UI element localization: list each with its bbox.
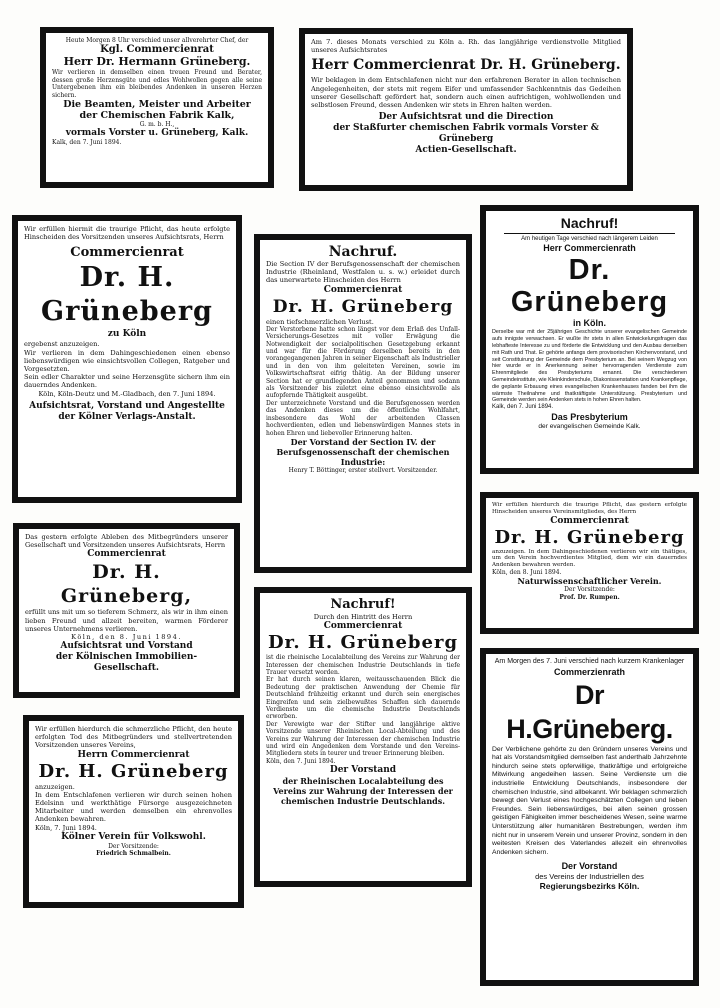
notice-signature: Der Vorsitzende:	[108, 842, 159, 850]
notice-body: Wir beklagen in dem Entschlafenen nicht nur den erfahrenen Berater in allen technischen Angelegenheiten, der stets mit regem Eifer und umfassender Sachkenntnis das Gedeihen unserer Gesellschaft gefördert hat, sondern auch einen aufrichtigen, wohlwollenden und selbstlosen Freund, dessen Andenken wir stets in Ehren halten werden.	[311, 76, 621, 110]
notice-signature: G. m. b. H.,	[139, 121, 175, 129]
notice-place: zu Köln	[107, 329, 147, 340]
notice-name: Dr. H. Grüneberg	[267, 632, 459, 654]
notice-title: Herrn Commercienrat	[77, 749, 190, 760]
notice-intro: Heute Morgen 8 Uhr verschied unser allverehrter Chef, der	[65, 37, 249, 44]
notice-body: erfüllt uns mit um so tieferem Schmerz, als wir in ihm einen lieben Freund und allzeit bereiten, warmen Förderer unseres Unternehmens verlieren.	[25, 608, 228, 633]
obituary-notice-rheinische-localabteilung	[254, 587, 472, 887]
notice-name: Herr Dr. Hermann Grüneberg.	[63, 55, 251, 69]
notice-body: Der Verblichene gehörte zu den Gründern unseres Vereins und hat als Vorstandsmitglied demselben fast anderthalb Jahrzehnte hindurch seine stets opferwillige, thatkräftige und erfolgreiche Mitwirkung angedeihen lassen. Seine Verdienste um die industrielle Entwicklung Deutschlands, insbesondere der chemischen Industrie, sind allbekannt. Wir beklagen schmerzlich bewegt den Verlust eines hochgeschätzten Collegen und lieben Freundes. Sein liebenswürdiges, bei allen seinen grossen geistigen Fähigkeiten immer bescheidenes Wesen, seine warme Unterstützung aller humanitären Bestrebungen, werden ihm nicht nur in unserem Verein und unserer Provinz, sondern in den weitesten Kreisen des Vaterlandes allezeit ein ehrenvolles Andenken sichern.	[492, 745, 687, 856]
notice-body: Der Verstorbene hatte schon längst vor dem Erlaß des Unfall-Versicherungs-Gesetzes mit voller Erwägung die Notwendigkeit der socialpolitischen Gesetzgebung erkannt und war für die Förderung derselben bereits in den vorangegangenen Jahren in seiner Eigenschaft als Industrieller und in den von ihm geleiteten Vereinen, sowie im Volkswirtschaftsrat eifrig thätig. An der Bildung unserer Section hat er grundlegenden Anteil genommen und sodann als Vorsitzender bis zuletzt eine ebenso einsichtsvolle als aufopfernde Thätigkeit ausgeübt.	[266, 325, 460, 400]
notice-heading: Nachruf.	[328, 244, 398, 260]
notice-signature: Das Presbyterium	[551, 411, 628, 422]
notice-signature: der Kölner Verlags-Anstalt.	[58, 411, 196, 422]
notice-signature: Prof. Dr. Rumpen.	[559, 593, 620, 601]
notice-signature: Regierungsbezirks Köln.	[539, 881, 640, 892]
notice-date: Köln, den 7. Juni 1894.	[266, 757, 336, 765]
notice-name: Dr H.Grüneberg.	[506, 679, 673, 744]
notice-heading: Nachruf!	[330, 597, 396, 612]
obituary-notice-koelner-verein-volkswohl	[23, 715, 244, 908]
notice-body: Wir verlieren in dem Dahingeschiedenen einen ebenso liebenswürdigen wie einsichtsvollen Collegen, Ratgeber und Vorgesetzten.	[24, 348, 230, 374]
notice-body: Der Verewigte war der Stifter und langjährige aktive Vorsitzende unserer Rheinischen Local-Abteilung und des Vereins zur Wahrung der Interessen der chemischen Industrie und wird ein Angedenken dem Vorstande und den Vereins-Mitgliedern stets in teurer und treuer Erinnerung bleiben.	[266, 720, 460, 758]
notice-intro: Wir erfüllen hierdurch die schmerzliche Pflicht, den heute erfolgten Tod des Mitbegründers und stellvertretenden Vorsitzenden unseres Vereins,	[35, 725, 232, 750]
notice-date: Köln, Köln-Deutz und M.-Gladbach, den 7. Juni 1894.	[38, 389, 216, 398]
notice-signature: Die Beamten, Meister und Arbeiter	[63, 99, 251, 111]
notice-signature: Kölner Verein für Volkswohl.	[61, 831, 206, 842]
obituary-notice-stassfurter-fabrik	[299, 28, 633, 191]
obituary-notice-koelnische-immobilien	[13, 523, 240, 698]
obituary-notice-verein-der-industriellen	[480, 648, 699, 986]
notice-body: In dem Entschlafenen verlieren wir durch seinen hohen Edelsinn und werkthätige Fürsorge ausgezeichneten Mitarbeiter und werden demselben ein ehrenvolles Andenken bewahren.	[35, 790, 232, 824]
notice-title: Kgl. Commercienrat	[100, 44, 214, 56]
notice-intro: Das gestern erfolgte Ableben des Mitbegründers unserer Gesellschaft und Vorsitzenden unseres Aufsichtsrats, Herrn	[25, 533, 228, 550]
notice-body: Sein edler Charakter und seine Herzensgüte sichern ihm ein dauerndes Andenken.	[24, 373, 230, 390]
divider	[504, 233, 675, 234]
notice-body: Derselbe war mit der 25jährigen Geschichte unserer evangelischen Gemeinde aufs innigste verwachsen. Er wußte ihr stets in allen Entwickelungsfragen das lebhafteste Interesse zu und förderte die Entwicklung und den Ausbau derselben mit Rath und That. Er gehörte anfangs dem provisorischen Kirchenvorstand, und seit Constituirung der Gemeinde dem Presbyterium an. Bei seinem Wegzug von hier wurde er in Anerkennung seiner hervorragenden Verdienste zum Ehrenmitgliede des Presbyteriums ernannt. Die verschiedenen Gemeindeinstitute, wie Kleinkinderschule, Diakonissenstation und Krankenpflege, die geplante Erbauung eines evangelischen Krankenhauses fanden bei ihm die wärmste Theilnahme und thatkräftigste Unterstützung. Presbyterium und Gemeinde werden sein Andenken stets in hohen Ehren halten.	[492, 329, 687, 404]
notice-name: Dr. Grüneberg	[510, 254, 669, 319]
notice-signature: Friedrich Schmalbein.	[96, 850, 171, 858]
notice-signature: Der Aufsichtsrat und die Direction	[378, 112, 554, 123]
obituary-notice-koelner-verlags-anstalt	[12, 215, 242, 503]
notice-name: Dr. H. Grüneberg	[38, 760, 229, 782]
notice-intro: Am Morgen des 7. Juni verschied nach kurzem Krankenlager	[494, 658, 685, 665]
notice-signature: vormals Vorster u. Grüneberg, Kalk.	[65, 128, 249, 139]
notice-signature: des Vereins der Industriellen des	[535, 872, 644, 882]
notice-body: anzuzeigen. In dem Dahingeschiedenen verlieren wir ein thätiges, um den Verein hochverdientes Mitglied, dem wir ein dauerndes Andenken bewahren werden.	[492, 548, 687, 569]
notice-signature: Der Vorsitzende:	[564, 586, 615, 594]
notice-signature: der Chemischen Fabrik Kalk,	[79, 110, 235, 122]
notice-date: Köln, 7. Juni 1894.	[35, 823, 97, 832]
obituary-notice-presbyterium-kalk	[480, 205, 699, 474]
notice-title: Commercienrat	[550, 515, 629, 526]
notice-signature: Henry T. Böttinger, erster stellvert. Vorsitzender.	[288, 466, 438, 474]
notice-body: ergebenst anzuzeigen.	[24, 340, 100, 349]
obituary-notice-naturwissenschaftlicher-verein	[480, 492, 699, 634]
notice-title: Herr Commercienrath	[543, 243, 636, 254]
notice-title: Commercienrat	[70, 245, 184, 261]
notice-signature: Actien-Gesellschaft.	[415, 145, 517, 156]
notice-intro: Durch den Hintritt des Herrn	[313, 613, 413, 621]
notice-body: Der unterzeichnete Vorstand und die Berufsgenossen werden das Andenken dieses um die öffentliche Wohlfahrt, insbesondere das Wohl der arbeitenden Classen hochverdienten, edlen und liebenswürdigen Mannes stets in hohen Ehren und liebevoller Erinnerung halten.	[266, 399, 460, 437]
notice-heading: Nachruf!	[560, 215, 619, 231]
notice-signature: der evangelischen Gemeinde Kalk.	[538, 422, 641, 430]
notice-signature: Naturwissenschaftlicher Verein.	[517, 576, 662, 587]
notice-date: Kalk, den 7. Juni 1894.	[492, 404, 554, 411]
notice-signature: der Kölnischen Immobilien-Gesellschaft.	[55, 652, 198, 674]
notice-body: einen tiefschmerzlichen Verlust.	[266, 317, 374, 326]
notice-name: Dr. H. Grüneberg,	[60, 561, 193, 608]
notice-signature: Der Vorstand	[329, 765, 397, 776]
notice-name: Dr. H. Grüneberg	[41, 262, 213, 328]
notice-intro: Die Section IV der Berufsgenossenschaft der chemischen Industrie (Rheinland, Westfalen u. s. w.) erleidet durch das unerwartete Hinscheiden des Herrn	[266, 260, 460, 285]
notice-body: anzuzeigen.	[35, 782, 75, 791]
notice-body: Er hat durch seinen klaren, weitausschauenden Blick die Bedeutung der praktischen Anwendung der Chemie für Deutschland frühzeitig erkannt und durch sein energisches Eingreifen und sein zielbewußtes Schaffen sich dauernde Verdienste um die chemische Industrie Deutschlands erworben.	[266, 676, 460, 721]
notice-place: in Köln.	[573, 318, 606, 329]
notice-title: Commercienrat	[323, 284, 403, 295]
notice-intro: Wir erfüllen hierdurch die traurige Pflicht, das gestern erfolgte Hinscheiden unseres Vereinsmitgliedes, des Herrn	[492, 502, 687, 515]
obituary-notice-berufsgenossenschaft	[254, 234, 472, 573]
notice-body: ist die rheinische Localabteilung des Vereins zur Wahrung der Interessen der chemischen Industrie Deutschlands in tiefe Trauer versetzt worden.	[266, 654, 460, 677]
notice-signature: der Staßfurter chemischen Fabrik vormals Vorster & Grüneberg	[333, 123, 599, 145]
notice-title: Commercienrat	[87, 549, 166, 560]
notice-signature: Aufsichtsrat und Vorstand	[60, 641, 193, 652]
notice-intro: Am 7. dieses Monats verschied zu Köln a. Rh. das langjährige verdienstvolle Mitglied unseres Aufsichtsrates	[311, 38, 621, 55]
notice-date: Köln, den 8. Juni 1894.	[492, 568, 562, 576]
notice-title: Commercienrat	[323, 621, 403, 632]
notice-intro: Am heutigen Tage verschied nach längerem Leiden	[521, 236, 658, 242]
notice-date: Köln, den 8. Juni 1894.	[71, 633, 182, 642]
notice-intro: Wir erfüllen hiermit die traurige Pflicht, das heute erfolgte Hinscheiden des Vorsitzenden unseres Aufsichtsrats, Herrn	[24, 225, 230, 242]
notice-name: Dr. H. Grüneberg	[494, 526, 685, 548]
notice-name: Herr Commercienrat Dr. H. Grüneberg.	[311, 57, 621, 74]
notice-signature: Der Vorstand der Section IV. der Berufsgenossenschaft der chemischen Industrie:	[276, 436, 450, 467]
notice-signature: der Rheinischen Localabteilung des Vereins zur Wahrung der Interessen der chemischen Industrie Deutschlands.	[273, 776, 453, 807]
notice-name: Dr. H. Grüneberg	[272, 296, 454, 317]
notice-signature: Aufsichtsrat, Vorstand und Angestellte	[29, 400, 225, 411]
obituary-notice-chemische-fabrik-kalk	[40, 27, 274, 188]
notice-body: Wir verlieren in demselben einen treuen Freund und Berater, dessen große Herzensgüte und edles Wohlwollen gegen alle seine Untergebenen ihm ein bleibendes Andenken in unseren Herzen sichern.	[52, 69, 262, 99]
notice-signature: Der Vorstand	[561, 861, 618, 872]
notice-date: Kalk, den 7. Juni 1894.	[52, 139, 122, 147]
notice-title: Commerzienrath	[553, 666, 625, 677]
